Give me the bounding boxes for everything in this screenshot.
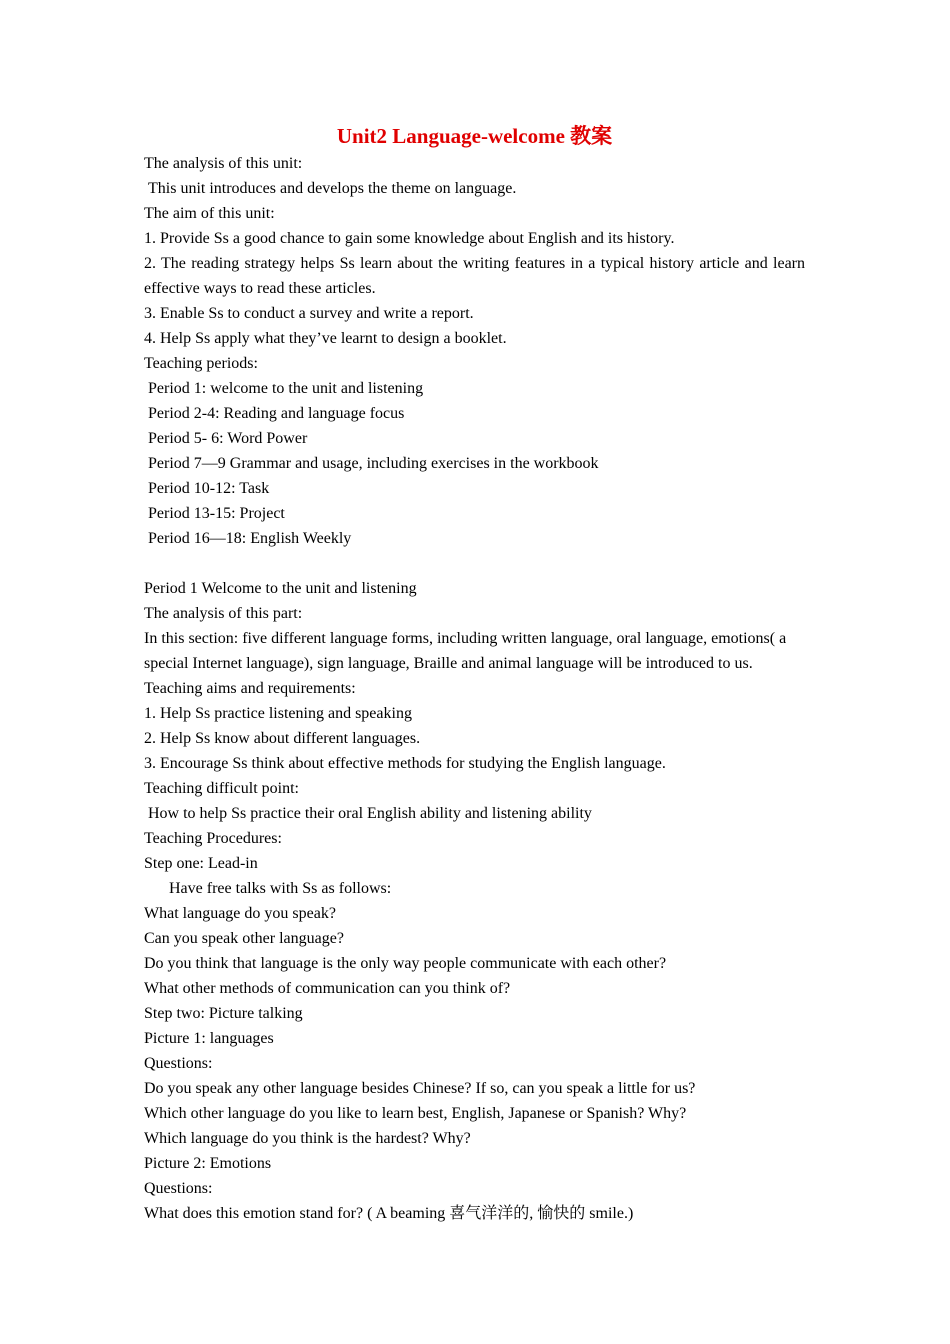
text-line: Period 1: welcome to the unit and listening (148, 380, 424, 397)
text-line: 1. Help Ss practice listening and speaking (144, 705, 412, 722)
text-line: Have free talks with Ss as follows: (169, 880, 392, 897)
text-paragraph: In this section: five different language forms, including written language, oral language, emotions( a special Internet language), sign language, Braille and animal language will be introduced to us. (144, 630, 787, 672)
text-line: How to help Ss practice their oral English ability and listening ability (148, 805, 592, 822)
text-line: The aim of this unit: (144, 205, 275, 222)
text-line: Questions: (144, 1055, 213, 1072)
blank-line (144, 551, 805, 576)
text-line: Do you think that language is the only way people communicate with each other? (144, 955, 667, 972)
text-line: This unit introduces and develops the theme on language. (148, 180, 517, 197)
text-line: Period 2-4: Reading and language focus (148, 405, 405, 422)
text-line: Period 10-12: Task (148, 480, 270, 497)
text-line: Period 5- 6: Word Power (148, 430, 308, 447)
text-line: Which other language do you like to learn best, English, Japanese or Spanish? Why? (144, 1105, 687, 1122)
text-line: Picture 2: Emotions (144, 1155, 272, 1172)
text-line: Period 16—18: English Weekly (148, 530, 352, 547)
text-line: Picture 1: languages (144, 1030, 274, 1047)
text-line: Questions: (144, 1180, 213, 1197)
text-line: 3. Enable Ss to conduct a survey and write a report. (144, 305, 474, 322)
text-line: What does this emotion stand for? ( A beaming 喜气洋洋的, 愉快的 smile.) (144, 1205, 634, 1222)
text-line: 2. Help Ss know about different languages. (144, 730, 421, 747)
text-line: 1. Provide Ss a good chance to gain some knowledge about English and its history. (144, 230, 675, 247)
text-line: Period 13-15: Project (148, 505, 285, 522)
text-paragraph: 2. The reading strategy helps Ss learn about the writing features in a typical history article and learn effective ways to read these articles. (144, 255, 805, 297)
text-line: Step two: Picture talking (144, 1005, 303, 1022)
text-line: Teaching difficult point: (144, 780, 299, 797)
text-line: What other methods of communication can you think of? (144, 980, 511, 997)
text-line: 3. Encourage Ss think about effective methods for studying the English language. (144, 755, 666, 772)
text-line: Which language do you think is the hardest? Why? (144, 1130, 471, 1147)
text-line: Teaching aims and requirements: (144, 680, 356, 697)
text-line: Teaching periods: (144, 355, 258, 372)
document-title: Unit2 Language-welcome 教案 (336, 124, 613, 148)
text-line: The analysis of this part: (144, 605, 303, 622)
text-line: 4. Help Ss apply what they’ve learnt to design a booklet. (144, 330, 507, 347)
text-line: The analysis of this unit: (144, 155, 303, 172)
text-line: What language do you speak? (144, 905, 336, 922)
text-line: Step one: Lead-in (144, 855, 258, 872)
text-line: Period 1 Welcome to the unit and listening (144, 580, 417, 597)
text-line: Do you speak any other language besides Chinese? If so, can you speak a little for us? (144, 1080, 696, 1097)
document-page (144, 122, 805, 1226)
text-line: Teaching Procedures: (144, 830, 282, 847)
text-line: Period 7—9 Grammar and usage, including exercises in the workbook (148, 455, 599, 472)
text-line: Can you speak other language? (144, 930, 344, 947)
